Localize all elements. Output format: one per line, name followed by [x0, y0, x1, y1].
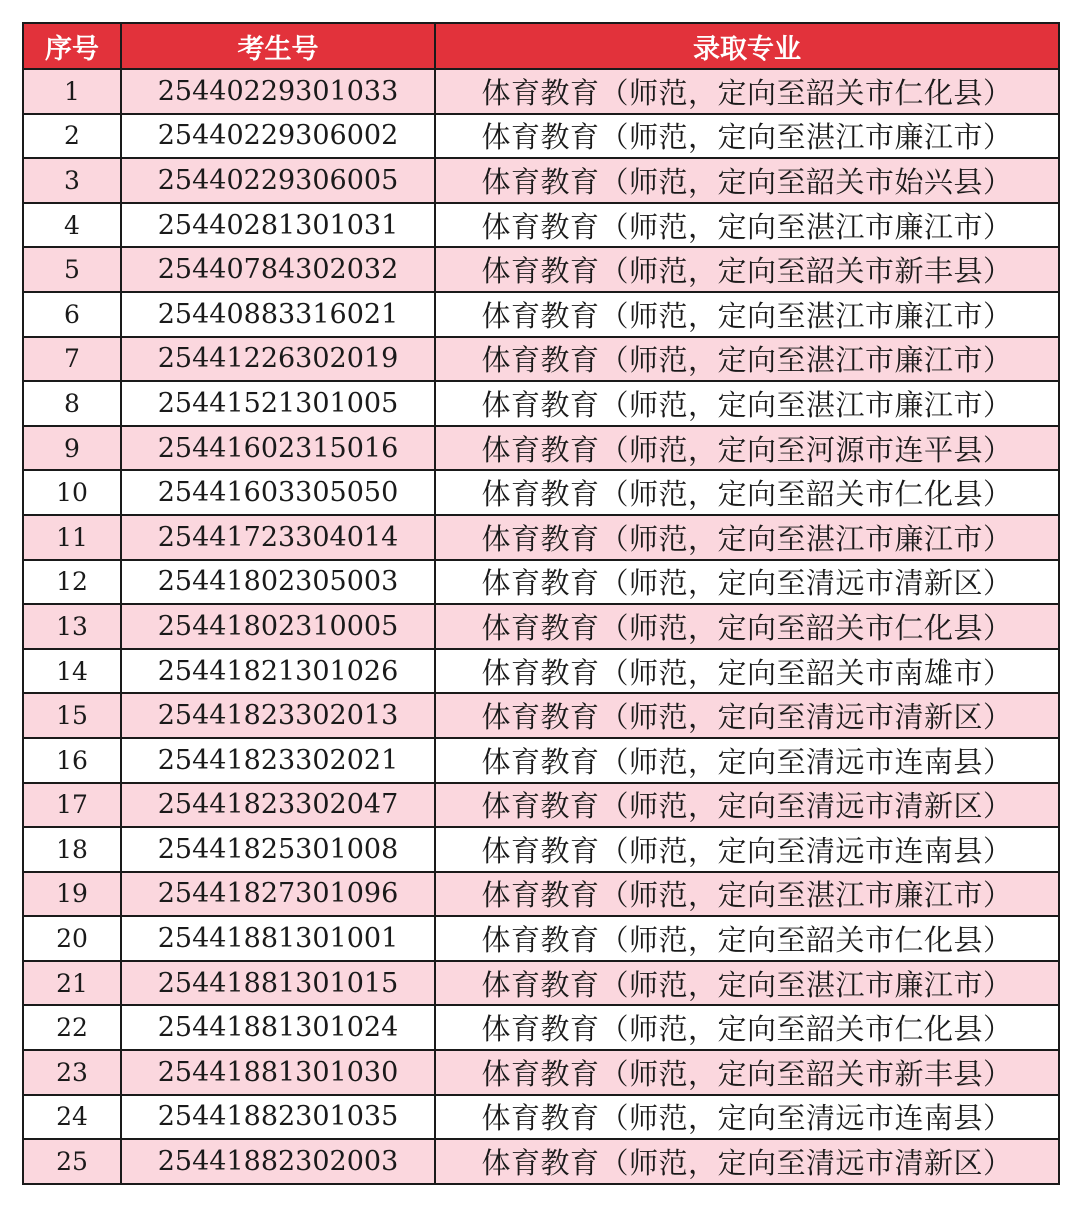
cell-major: 体育教育（师范，定向至河源市连平县） [435, 426, 1059, 471]
table-row [23, 470, 1059, 515]
table-row [23, 203, 1059, 248]
cell-seq: 17 [23, 783, 121, 828]
cell-seq: 25 [23, 1139, 121, 1184]
header-major: 录取专业 [435, 23, 1059, 69]
cell-exam-no: 25441226302019 [121, 337, 435, 382]
cell-exam-no: 25441881301015 [121, 961, 435, 1006]
cell-seq: 18 [23, 827, 121, 872]
cell-major: 体育教育（师范，定向至韶关市仁化县） [435, 604, 1059, 649]
cell-major: 体育教育（师范，定向至韶关市新丰县） [435, 247, 1059, 292]
cell-seq: 16 [23, 738, 121, 783]
table-row [23, 426, 1059, 471]
cell-major: 体育教育（师范，定向至湛江市廉江市） [435, 381, 1059, 426]
cell-seq: 12 [23, 560, 121, 605]
cell-exam-no: 25441882301035 [121, 1095, 435, 1140]
table-row [23, 1139, 1059, 1184]
table-row [23, 114, 1059, 159]
cell-major: 体育教育（师范，定向至韶关市仁化县） [435, 470, 1059, 515]
cell-exam-no: 25441821301026 [121, 649, 435, 694]
table-row [23, 1095, 1059, 1140]
cell-exam-no: 25441802305003 [121, 560, 435, 605]
table-body [23, 69, 1059, 1184]
cell-seq: 11 [23, 515, 121, 560]
cell-seq: 21 [23, 961, 121, 1006]
cell-seq: 7 [23, 337, 121, 382]
cell-major: 体育教育（师范，定向至湛江市廉江市） [435, 515, 1059, 560]
cell-seq: 9 [23, 426, 121, 471]
cell-seq: 10 [23, 470, 121, 515]
cell-major: 体育教育（师范，定向至清远市连南县） [435, 738, 1059, 783]
cell-major: 体育教育（师范，定向至湛江市廉江市） [435, 337, 1059, 382]
table-header [23, 23, 1059, 69]
table-row [23, 783, 1059, 828]
cell-major: 体育教育（师范，定向至韶关市仁化县） [435, 916, 1059, 961]
table-row [23, 292, 1059, 337]
cell-exam-no: 25441825301008 [121, 827, 435, 872]
cell-exam-no: 25440229306002 [121, 114, 435, 159]
cell-exam-no: 25441823302021 [121, 738, 435, 783]
cell-exam-no: 25441521301005 [121, 381, 435, 426]
table-row [23, 827, 1059, 872]
cell-exam-no: 25441823302013 [121, 693, 435, 738]
cell-major: 体育教育（师范，定向至清远市清新区） [435, 560, 1059, 605]
cell-exam-no: 25441823302047 [121, 783, 435, 828]
cell-major: 体育教育（师范，定向至清远市清新区） [435, 783, 1059, 828]
cell-major: 体育教育（师范，定向至湛江市廉江市） [435, 114, 1059, 159]
cell-exam-no: 25440229301033 [121, 69, 435, 114]
cell-exam-no: 25440784302032 [121, 247, 435, 292]
cell-major: 体育教育（师范，定向至韶关市始兴县） [435, 158, 1059, 203]
cell-exam-no: 25441602315016 [121, 426, 435, 471]
cell-seq: 5 [23, 247, 121, 292]
cell-exam-no: 25440229306005 [121, 158, 435, 203]
table-row [23, 158, 1059, 203]
cell-exam-no: 25441802310005 [121, 604, 435, 649]
cell-exam-no: 25441881301001 [121, 916, 435, 961]
cell-seq: 6 [23, 292, 121, 337]
cell-major: 体育教育（师范，定向至韶关市南雄市） [435, 649, 1059, 694]
header-exam-no: 考生号 [121, 23, 435, 69]
cell-seq: 1 [23, 69, 121, 114]
cell-major: 体育教育（师范，定向至韶关市仁化县） [435, 69, 1059, 114]
cell-major: 体育教育（师范，定向至韶关市新丰县） [435, 1050, 1059, 1095]
cell-exam-no: 25441723304014 [121, 515, 435, 560]
table-row [23, 693, 1059, 738]
table-row [23, 738, 1059, 783]
header-row [23, 23, 1059, 69]
cell-major: 体育教育（师范，定向至韶关市仁化县） [435, 1005, 1059, 1050]
cell-exam-no: 25440883316021 [121, 292, 435, 337]
table-row [23, 961, 1059, 1006]
table-row [23, 560, 1059, 605]
admission-table-container [22, 22, 1058, 1185]
cell-seq: 13 [23, 604, 121, 649]
table-row [23, 916, 1059, 961]
cell-seq: 14 [23, 649, 121, 694]
cell-exam-no: 25441881301024 [121, 1005, 435, 1050]
cell-exam-no: 25441827301096 [121, 872, 435, 917]
cell-major: 体育教育（师范，定向至湛江市廉江市） [435, 203, 1059, 248]
table-row [23, 247, 1059, 292]
cell-seq: 22 [23, 1005, 121, 1050]
table-row [23, 604, 1059, 649]
admission-table [22, 22, 1060, 1185]
cell-seq: 2 [23, 114, 121, 159]
table-row [23, 69, 1059, 114]
cell-seq: 23 [23, 1050, 121, 1095]
cell-seq: 24 [23, 1095, 121, 1140]
cell-seq: 3 [23, 158, 121, 203]
cell-major: 体育教育（师范，定向至湛江市廉江市） [435, 292, 1059, 337]
header-seq: 序号 [23, 23, 121, 69]
cell-major: 体育教育（师范，定向至湛江市廉江市） [435, 961, 1059, 1006]
cell-seq: 4 [23, 203, 121, 248]
cell-major: 体育教育（师范，定向至湛江市廉江市） [435, 872, 1059, 917]
cell-exam-no: 25441603305050 [121, 470, 435, 515]
cell-major: 体育教育（师范，定向至清远市清新区） [435, 693, 1059, 738]
cell-seq: 8 [23, 381, 121, 426]
table-row [23, 337, 1059, 382]
cell-major: 体育教育（师范，定向至清远市连南县） [435, 827, 1059, 872]
cell-exam-no: 25441882302003 [121, 1139, 435, 1184]
table-row [23, 1005, 1059, 1050]
cell-exam-no: 25441881301030 [121, 1050, 435, 1095]
cell-major: 体育教育（师范，定向至清远市连南县） [435, 1095, 1059, 1140]
cell-seq: 20 [23, 916, 121, 961]
cell-major: 体育教育（师范，定向至清远市清新区） [435, 1139, 1059, 1184]
table-row [23, 515, 1059, 560]
table-row [23, 872, 1059, 917]
table-row [23, 381, 1059, 426]
table-row [23, 649, 1059, 694]
table-row [23, 1050, 1059, 1095]
cell-seq: 15 [23, 693, 121, 738]
cell-seq: 19 [23, 872, 121, 917]
cell-exam-no: 25440281301031 [121, 203, 435, 248]
